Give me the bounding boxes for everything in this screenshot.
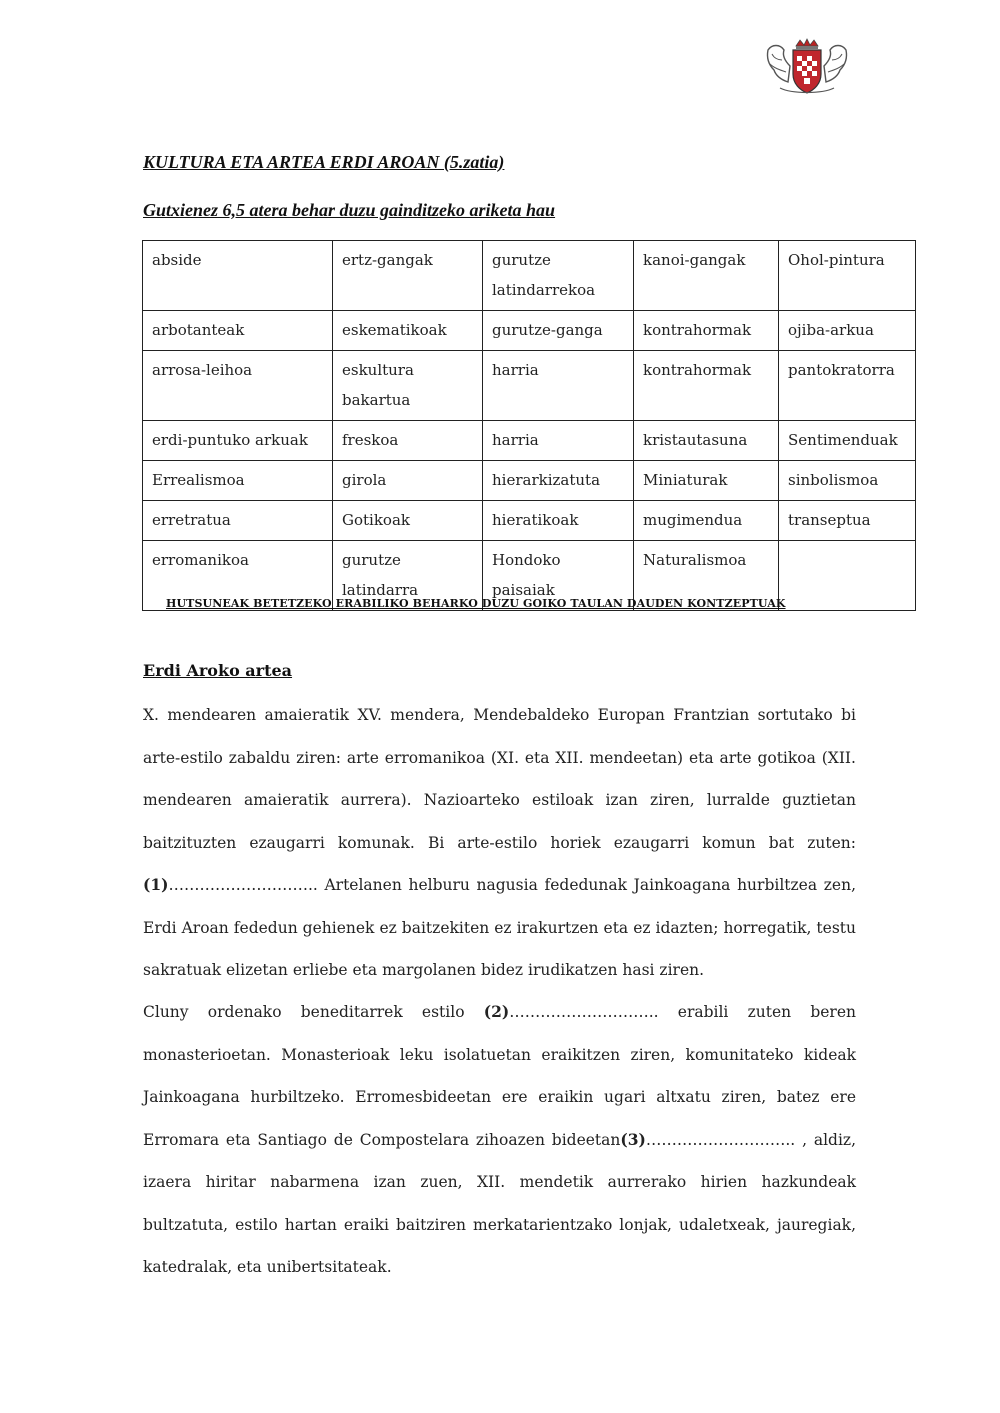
table-cell: arrosa-leihoa	[143, 351, 333, 421]
table-cell: Ohol-pintura	[779, 241, 916, 311]
table-cell: eskematikoak	[333, 311, 483, 351]
table-cell: hieratikoak	[483, 501, 634, 541]
table-cell: Hondoko paisaiak	[483, 541, 634, 611]
table-cell: girola	[333, 461, 483, 501]
table-row	[143, 241, 916, 311]
table-cell: mugimendua	[634, 501, 779, 541]
blank-number: (1)	[143, 875, 169, 894]
table-cell: gurutze-ganga	[483, 311, 634, 351]
coat-of-arms-icon	[762, 36, 852, 98]
table-cell: Miniaturak	[634, 461, 779, 501]
blank-field-1[interactable]: ………………………..	[168, 876, 318, 894]
table-cell: Sentimenduak	[779, 421, 916, 461]
table-cell	[779, 541, 916, 611]
table-cell: gurutze latindarra	[333, 541, 483, 611]
table-cell: erdi-puntuko arkuak	[143, 421, 333, 461]
paragraph-text: , aldiz, izaera hiritar nabarmena izan zuen, XII. mendetik aurrerako hirien hazkundeak bultzatuta, estilo hartan eraiki baitziren merkatarientzako lonjak, udaletxeak, jauregiak, katedralak, eta unibertsitateak.	[143, 1130, 857, 1276]
paragraph-text: Cluny ordenako beneditarrek estilo	[143, 1003, 484, 1021]
table-row	[143, 501, 916, 541]
table-cell: kontrahormak	[634, 351, 779, 421]
blank-field-2[interactable]: ………………………..	[509, 1003, 659, 1021]
table-cell: kristautasuna	[634, 421, 779, 461]
instruction-text: HUTSUNEAK BETETZEKO ERABILIKO BEHARKO DUZU GOIKO TAULAN DAUDEN KONTZEPTUAK	[166, 597, 786, 610]
table-cell: freskoa	[333, 421, 483, 461]
table-cell: hierarkizatuta	[483, 461, 634, 501]
table-cell: kontrahormak	[634, 311, 779, 351]
table-cell: Gotikoak	[333, 501, 483, 541]
table-cell: eskultura bakartua	[333, 351, 483, 421]
concepts-table	[142, 240, 916, 611]
table-cell: Naturalismoa	[634, 541, 779, 611]
table-cell: abside	[143, 241, 333, 311]
table-cell: ojiba-arkua	[779, 311, 916, 351]
blank-number: (3)	[620, 1129, 646, 1149]
table-cell: erretratua	[143, 501, 333, 541]
table-cell: erromanikoa	[143, 541, 333, 611]
table-cell: kanoi-gangak	[634, 241, 779, 311]
table-cell: arbotanteak	[143, 311, 333, 351]
paragraph-text: erabili zuten beren monasterioetan. Monasterioak leku isolatuetan eraikitzen ziren, komunitateko kideak Jainkoagana hurbiltzeko. Erromesbideetan ere eraikin ugari altxatu ziren, batez ere Erromara eta Santiago de Compostelara zihoazen bideetan	[143, 1003, 856, 1149]
table-row	[143, 461, 916, 501]
table-row	[143, 311, 916, 351]
page-subtitle: Gutxienez 6,5 atera behar duzu gainditzeko ariketa hau	[143, 200, 556, 220]
paragraph	[143, 694, 856, 992]
blank-number: (2)	[483, 1002, 510, 1021]
blank-field-3[interactable]: ………………………..	[645, 1130, 803, 1149]
paragraph-text: Artelanen helburu nagusia fededunak Jainkoagana hurbiltzea zen, Erdi Aroan fededun gehienek ez baitzekiten ez irakurtzen eta ez idazten; horregatik, testu sakratuak elizetan erliebe eta margolanen bidez irudikatzen hasi ziren.	[143, 876, 856, 979]
table-row	[143, 421, 916, 461]
page-title: KULTURA ETA ARTEA ERDI AROAN (5.zatia)	[143, 152, 505, 172]
table-row	[143, 351, 916, 421]
paragraph	[143, 991, 856, 1289]
table-cell: Errealismoa	[143, 461, 333, 501]
table-cell: sinbolismoa	[779, 461, 916, 501]
table-cell: gurutze latindarrekoa	[483, 241, 634, 311]
table-cell: ertz-gangak	[333, 241, 483, 311]
section-heading: Erdi Aroko artea	[143, 661, 293, 680]
table-cell: harria	[483, 421, 634, 461]
table-cell: harria	[483, 351, 634, 421]
table-cell: pantokratorra	[779, 351, 916, 421]
paragraph-text: X. mendearen amaieratik XV. mendera, Mendebaldeko Europan Frantzian sortutako bi arte-estilo zabaldu ziren: arte erromanikoa (XI. eta XII. mendeetan) eta arte gotikoa (XII. mendearen amaieratik aurrera). Nazioarteko estiloak izan ziren, lurralde guztietan baitzituzten ezaugarri komunak. Bi arte-estilo horiek ezaugarri komun bat zuten:	[143, 706, 856, 852]
table-cell: transeptua	[779, 501, 916, 541]
